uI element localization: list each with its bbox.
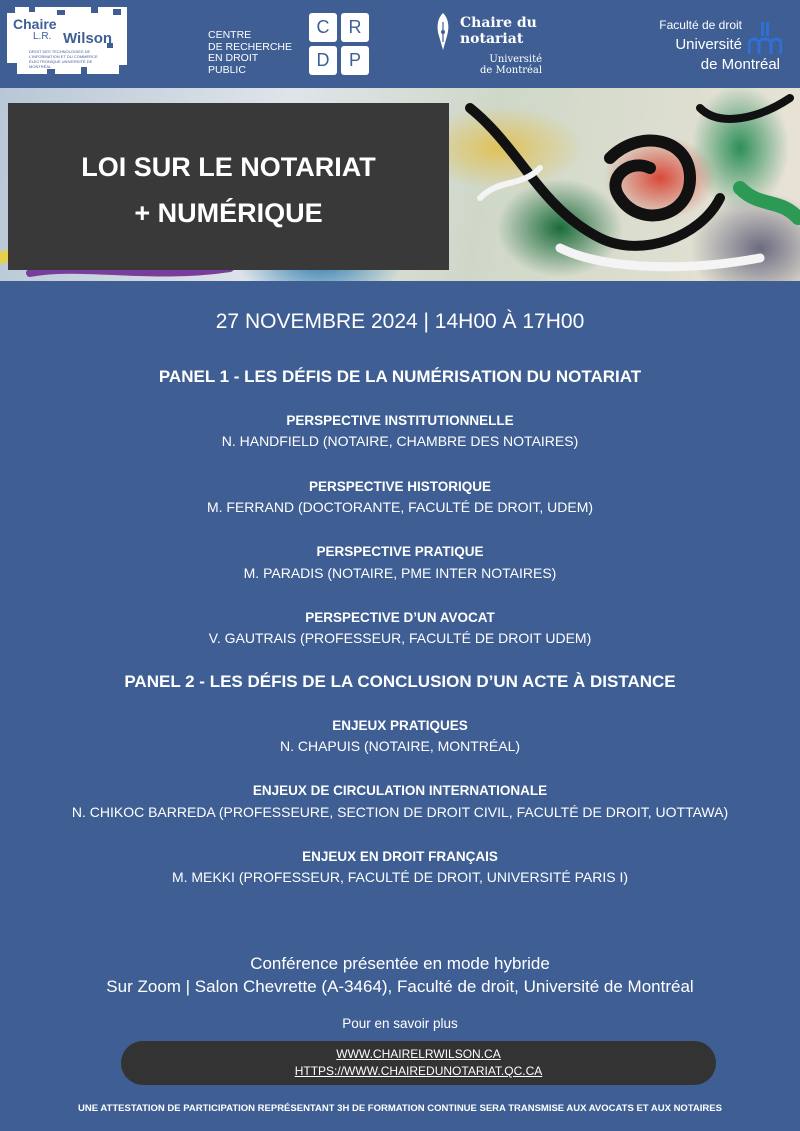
crdp-tile-d: D: [309, 46, 337, 75]
wilson-logo-word1: Chaire: [13, 16, 57, 32]
crdp-line-4: PUBLIC: [208, 63, 246, 76]
crdp-tile-r: R: [341, 13, 369, 42]
notariat-logo-line4: de Montréal: [480, 65, 543, 76]
event-title-box: [8, 103, 449, 270]
wilson-logo-tagline: DROIT DES TECHNOLOGIES DE L'INFORMATION ET DU COMMERCE ÉLECTRONIQUE UNIVERSITÉ DE MONTRÉAL: [29, 49, 98, 69]
panel-1-item-4-title: PERSPECTIVE D’UN AVOCAT: [305, 610, 495, 625]
more-info-label: Pour en savoir plus: [342, 1016, 458, 1031]
attestation-notice: UNE ATTESTATION DE PARTICIPATION REPRÉSENTANT 3H DE FORMATION CONTINUE SERA TRANSMISE AUX AVOCATS ET AUX NOTAIRES: [78, 1103, 722, 1114]
crdp-line-3: EN DROIT: [208, 52, 259, 64]
notariat-logo-line1: Chaire du: [460, 15, 537, 31]
notariat-logo-line2: notariat: [460, 31, 524, 47]
event-date: 27 NOVEMBRE 2024 | 14H00 À 17H00: [215, 310, 585, 333]
panel-2-item-1-speaker: N. CHAPUIS (NOTAIRE, MONTRÉAL): [279, 738, 521, 754]
panel-2-item-3-speaker: M. MEKKI (PROFESSEUR, FACULTÉ DE DROIT, UNIVERSITÉ PARIS I): [171, 869, 629, 885]
panel-1-heading: PANEL 1 - LES DÉFIS DE LA NUMÉRISATION DU NOTARIAT: [158, 367, 642, 386]
conference-format: Conférence présentée en mode hybride: [250, 954, 550, 973]
crdp-logo-text: [208, 30, 300, 76]
faculte-droit-logo: [640, 18, 790, 78]
notariat-logo-line3: Université: [489, 54, 543, 65]
panel-2-heading: PANEL 2 - LES DÉFIS DE LA CONCLUSION D’UN ACTE À DISTANCE: [124, 672, 676, 691]
crdp-logo-mark: [309, 13, 369, 75]
crdp-line-2: DE RECHERCHE: [208, 40, 293, 53]
panel-1-item-1-title: PERSPECTIVE INSTITUTIONNELLE: [286, 413, 514, 428]
panel-2-item-1-title: ENJEUX PRATIQUES: [332, 718, 468, 733]
crdp-tile-p: P: [341, 46, 369, 75]
faculte-logo-line1: Faculté de droit: [659, 18, 742, 32]
conference-location: Sur Zoom | Salon Chevrette (A-3464), Faculté de droit, Université de Montréal: [106, 977, 694, 996]
panel-1-item-1-speaker: N. HANDFIELD (NOTAIRE, CHAMBRE DES NOTAIRES): [221, 433, 579, 449]
wilson-logo-word2: L.R.: [33, 31, 52, 42]
graffiti-banner: [0, 88, 800, 281]
panel-1-item-2-title: PERSPECTIVE HISTORIQUE: [308, 479, 492, 494]
crdp-tile-c: C: [309, 13, 337, 42]
wilson-logo-word3: Wilson: [63, 30, 113, 47]
chaire-notariat-logo: [434, 10, 564, 80]
links-box: [121, 1041, 716, 1085]
udem-arches-icon: [748, 22, 782, 54]
logo-bar: [0, 0, 800, 88]
crdp-line-1: CENTRE: [208, 29, 252, 41]
panel-2-item-3-title: ENJEUX EN DROIT FRANÇAIS: [302, 849, 498, 864]
chaire-notariat-link[interactable]: HTTPS://WWW.CHAIREDUNOTARIAT.QC.CA: [294, 1064, 543, 1078]
faculte-logo-line3: de Montréal: [700, 56, 780, 73]
chaire-wilson-logo: [7, 7, 127, 74]
panel-2-item-2-title: ENJEUX DE CIRCULATION INTERNATIONALE: [252, 783, 548, 798]
event-title-line1: LOI SUR LE NOTARIAT: [81, 152, 376, 182]
event-title-line2: + NUMÉRIQUE: [134, 198, 323, 228]
faculte-logo-line2: Université: [675, 36, 742, 53]
panel-1-item-4-speaker: V. GAUTRAIS (PROFESSEUR, FACULTÉ DE DROIT UDEM): [208, 630, 592, 646]
fountain-pen-icon: [434, 12, 452, 52]
panel-1-item-2-speaker: M. FERRAND (DOCTORANTE, FACULTÉ DE DROIT, UDEM): [206, 499, 594, 515]
chaire-wilson-link[interactable]: WWW.CHAIRELRWILSON.CA: [336, 1047, 501, 1061]
panel-1-item-3-speaker: M. PARADIS (NOTAIRE, PME INTER NOTAIRES): [243, 565, 557, 581]
notariat-logo-university: [480, 54, 542, 76]
panel-1-item-3-title: PERSPECTIVE PRATIQUE: [316, 544, 484, 559]
panel-2-item-2-speaker: N. CHIKOC BARREDA (PROFESSEURE, SECTION DE DROIT CIVIL, FACULTÉ DE DROIT, UOTTAWA): [71, 804, 729, 820]
